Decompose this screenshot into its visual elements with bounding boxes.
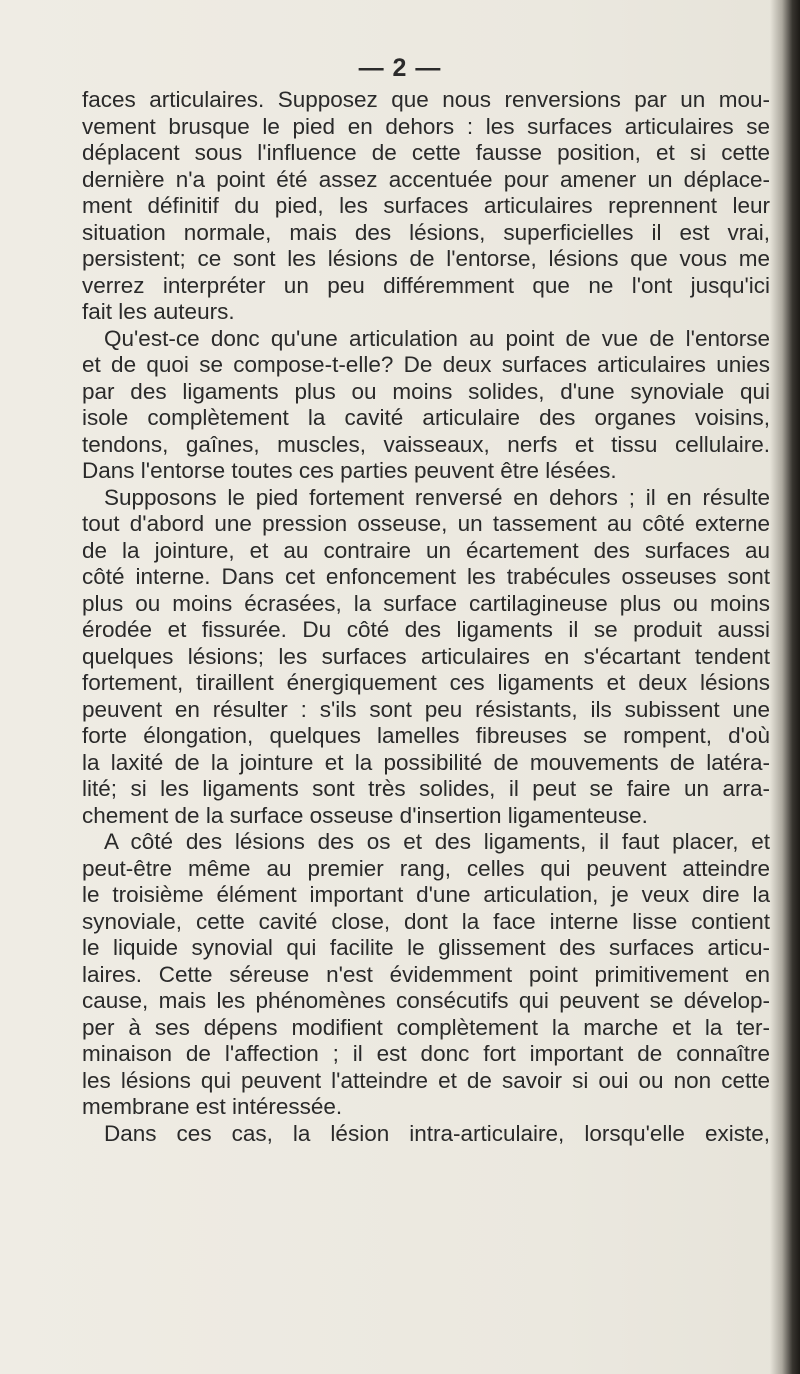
text-line: la laxité de la jointure et la possibilité de mouvements de latéra- [82,749,770,775]
text-line: fait les auteurs. [82,299,235,324]
text-line: membrane est intéressée. [82,1094,343,1119]
text-line: verrez interpréter un peu différemment que ne l'ont jusqu'ici [82,272,770,298]
text-line: lité; si les ligaments sont très solides, il peut se faire un arra- [82,776,770,801]
text-line: quelques lésions; les surfaces articulaires en s'écartant tendent [82,643,770,669]
text-line: côté interne. Dans cet enfoncement les trabécules osseuses sont [82,564,770,589]
text-line: les lésions qui peuvent l'atteindre et de savoir si oui ou non cette [82,1067,770,1093]
text-line: chement de la surface osseuse d'insertion ligamenteuse. [82,802,648,828]
text-line: forte élongation, quelques lamelles fibreuses se rompent, d'où [82,723,770,748]
text-line: situation normale, mais des lésions, superficielles il est vrai, [82,219,770,245]
text-line: de la jointure, et au contraire un écartement des surfaces au [82,537,770,563]
text-line: tout d'abord une pression osseuse, un tassement au côté externe [82,511,770,536]
text-line: persistent; ce sont les lésions de l'entorse, lésions que vous me [82,246,770,271]
text-line: minaison de l'affection ; il est donc fort important de connaître [82,1041,770,1066]
body-text [82,87,770,1147]
text-line: per à ses dépens modifient complètement la marche et la ter- [82,1014,770,1040]
text-line: Qu'est-ce donc qu'une articulation au point de vue de l'entorse [104,325,770,351]
text-line: Dans ces cas, la lésion intra-articulaire, lorsqu'elle existe, [104,1120,770,1146]
text-line: le troisième élément important d'une articulation, je veux dire la [82,882,770,907]
text-line: et de quoi se compose-t-elle? De deux surfaces articulaires unies [82,352,770,377]
text-line: déplacent sous l'influence de cette fausse position, et si cette [82,140,770,165]
text-line: plus ou moins écrasées, la surface cartilagineuse plus ou moins [82,590,770,616]
text-line: dernière n'a point été assez accentuée pour amener un déplace- [82,166,770,192]
text-line: faces articulaires. Supposez que nous renversions par un mou- [82,87,770,112]
text-line: fortement, tiraillent énergiquement ces ligaments et deux lésions [82,670,770,695]
text-line: isole complètement la cavité articulaire des organes voisins, [82,405,770,430]
book-spine-shadow [770,0,800,1374]
text-line: par des ligaments plus ou moins solides, d'une synoviale qui [82,378,770,404]
text-line: Supposons le pied fortement renversé en dehors ; il en résulte [104,484,770,510]
text-line: peuvent en résulter : s'ils sont peu résistants, ils subissent une [82,696,770,722]
text-line: ment définitif du pied, les surfaces articulaires reprennent leur [82,193,770,218]
text-line: synoviale, cette cavité close, dont la face interne lisse contient [82,908,770,934]
text-line: tendons, gaînes, muscles, vaisseaux, nerfs et tissu cellulaire. [82,431,770,457]
text-line: vement brusque le pied en dehors : les surfaces articulaires se [82,113,770,139]
text-line: érodée et fissurée. Du côté des ligaments il se produit aussi [82,617,770,642]
text-line: cause, mais les phénomènes consécutifs qui peuvent se dévelop- [82,988,770,1013]
page-number: — 2 — [358,54,442,82]
text-line: le liquide synovial qui facilite le glissement des surfaces articu- [82,935,770,960]
text-line: A côté des lésions des os et des ligaments, il faut placer, et [104,829,770,854]
text-line: laires. Cette séreuse n'est évidemment point primitivement en [82,961,770,987]
text-line: Dans l'entorse toutes ces parties peuvent être lésées. [82,458,617,483]
text-line: peut-être même au premier rang, celles qui peuvent atteindre [82,855,770,881]
